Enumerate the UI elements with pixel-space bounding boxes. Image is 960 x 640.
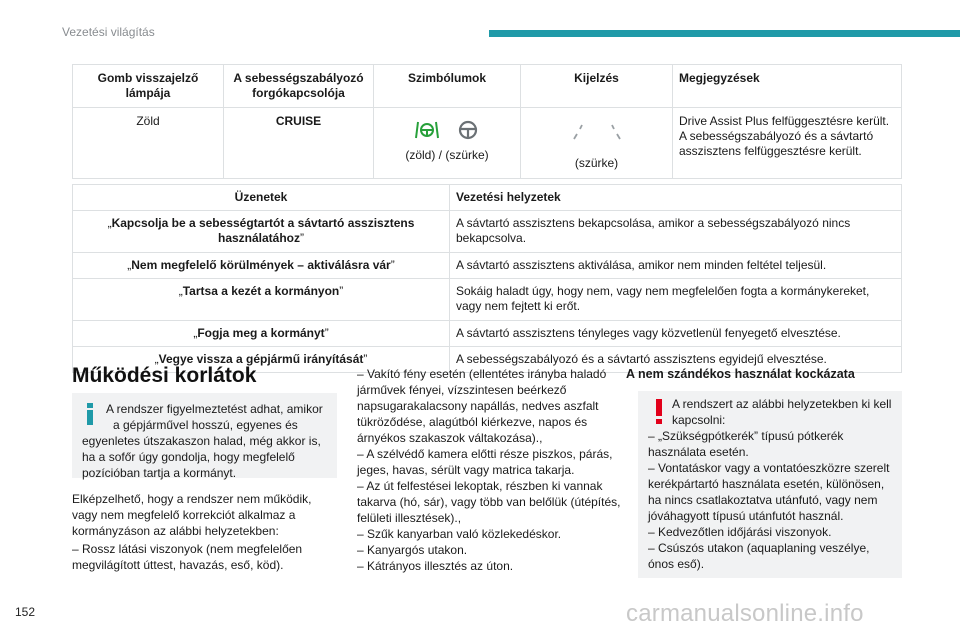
watermark: carmanualsonline.info xyxy=(626,600,864,627)
list-item: – Vontatáskor vagy a vontatóeszközre szerelt kerékpártartó használata esetén, különösen, ha nincs csatlakoztatva utánfutó, vagy nem jóváhagyott típusú utánfutót használ. xyxy=(648,461,890,523)
message-text: Kapcsolja be a sebességtartót a sávtartó asszisztens használatához xyxy=(111,216,415,245)
info-text: egyenletes útszakaszon halad, még akkor is, ha a sofőr úgy gondolja, hogy megfelelő pozícióban tartja a kormányt. xyxy=(82,434,321,480)
table-row xyxy=(73,279,902,321)
list-item: – A szélvédő kamera előtti része piszkos, párás, jeges, havas, sérült vagy matrica takarja. xyxy=(357,447,613,477)
indicator-table xyxy=(72,64,902,179)
steering-wheel-grey-icon xyxy=(457,120,479,140)
col-display-header: Kijelzés xyxy=(521,65,673,108)
message-cell: „Fogja meg a kormányt” xyxy=(73,321,450,347)
message-text: Vegye vissza a gépjármű irányítását xyxy=(158,352,364,366)
message-text: Nem megfelelő körülmények – aktiválásra vár xyxy=(131,258,391,272)
col-messages-header: Üzenetek xyxy=(73,185,450,211)
header-accent-bar xyxy=(489,30,960,37)
warning-icon xyxy=(655,399,663,425)
situation-cell: A sebességszabályozó és a sávtartó asszisztens egyidejű elvesztése. xyxy=(450,347,902,373)
list-item: – Rossz látási viszonyok (nem megfelelően megvilágított úttest, havazás, eső, köd). xyxy=(72,542,303,572)
info-box xyxy=(72,393,337,478)
table-row xyxy=(73,321,902,347)
table-row xyxy=(73,108,902,179)
list-item: – Az út felfestései lekoptak, részben ki vannak takarva (hó, sár), vagy több van belőlük (útépítés, felületi illesztések)., xyxy=(357,479,621,525)
section-title: Működési korlátok xyxy=(72,364,257,387)
page-number: 152 xyxy=(15,605,36,619)
limitation-paragraph: Elképzelhető, hogy a rendszer nem működik, vagy nem megfelelő korrekciót alkalmaz a kormányzáson az alábbi helyzetekben: xyxy=(72,492,312,538)
info-line: a gépjárművel hosszú, egyenes és xyxy=(113,418,298,432)
col-symbols-header: Szimbólumok xyxy=(374,65,521,108)
note-line: A sebességszabályozó és a sávtartó asszisztens felfüggesztésre került. xyxy=(679,129,874,158)
notes-cell xyxy=(673,108,902,179)
lane-line-left-icon xyxy=(572,124,584,140)
lane-keeping-green-icon xyxy=(415,120,439,140)
message-text: Fogja meg a kormányt xyxy=(197,326,325,340)
symbols-caption: (zöld) / (szürke) xyxy=(405,148,489,162)
col-switch-header: A sebességszabályozó forgókapcsolója xyxy=(224,65,374,108)
situation-cell: A sávtartó asszisztens tényleges vagy közvetlenül fenyegető elvesztése. xyxy=(450,321,902,347)
lane-line-right-icon xyxy=(610,124,622,140)
list-item: – Vakító fény esetén (ellentétes irányba haladó járművek fényei, vízszintesen beérkező napsugarakalacsony napállás, nedves aszfalt tükröződése, alagútból kiérkezve, napos és árnyékos szakaszok váltakozása)., xyxy=(357,367,607,445)
message-text: Tartsa a kezét a kormányon xyxy=(182,284,340,298)
display-cell xyxy=(521,108,673,179)
table-row xyxy=(73,211,902,253)
display-caption: (szürke) xyxy=(574,156,619,170)
info-icon xyxy=(86,403,94,425)
situation-cell: A sávtartó asszisztens bekapcsolása, amikor a sebességszabályozó nincs bekapcsolva. xyxy=(450,211,902,253)
list-item: – Kedvezőtlen időjárási viszonyok. xyxy=(648,525,832,539)
col-lamp-header: Gomb visszajelző lámpája xyxy=(73,65,224,108)
list-item: – Csúszós utakon (aquaplaning veszélye, ónos eső). xyxy=(648,541,870,571)
warning-box xyxy=(638,391,902,578)
col-situations-header: Vezetési helyzetek xyxy=(450,185,902,211)
warning-line: kapcsolni: xyxy=(672,413,726,427)
message-cell: „Kapcsolja be a sebességtartót a sávtartó asszisztens használatához” xyxy=(73,211,450,253)
header-title: Vezetési világítás xyxy=(62,25,155,39)
switch-cell: CRUISE xyxy=(224,108,374,179)
messages-table-header xyxy=(73,185,902,211)
lamp-cell: Zöld xyxy=(73,108,224,179)
situation-cell: A sávtartó asszisztens aktiválása, amikor nem minden feltétel teljesül. xyxy=(450,253,902,279)
list-item: – Szűk kanyarban való közlekedéskor. xyxy=(357,527,562,541)
situation-cell: Sokáig haladt úgy, hogy nem, vagy nem megfelelően fogta a kormánykereket, vagy nem fejtett ki erőt. xyxy=(450,279,902,321)
table-row xyxy=(73,253,902,279)
note-line: Drive Assist Plus felfüggesztésre került. xyxy=(679,114,890,128)
list-item: – Kátrányos illesztés az úton. xyxy=(357,559,514,573)
message-cell: „Nem megfelelő körülmények – aktiválásra vár” xyxy=(73,253,450,279)
info-line: A rendszer figyelmeztetést adhat, amikor xyxy=(106,402,323,416)
warning-line: A rendszert az alábbi helyzetekben ki kell xyxy=(672,397,892,411)
symbols-cell xyxy=(374,108,521,179)
limitations-list xyxy=(357,366,627,574)
message-cell: „Tartsa a kezét a kormányon” xyxy=(73,279,450,321)
message-cell: „Vegye vissza a gépjármű irányítását” xyxy=(73,347,450,373)
messages-table xyxy=(72,184,902,373)
col-notes-header: Megjegyzések xyxy=(673,65,902,108)
list-item: – Kanyargós utakon. xyxy=(357,543,468,557)
indicator-table-header xyxy=(73,65,902,108)
risk-title: A nem szándékos használat kockázata xyxy=(626,367,855,381)
list-item: – „Szükségpótkerék” típusú pótkerék használata esetén. xyxy=(648,429,844,459)
